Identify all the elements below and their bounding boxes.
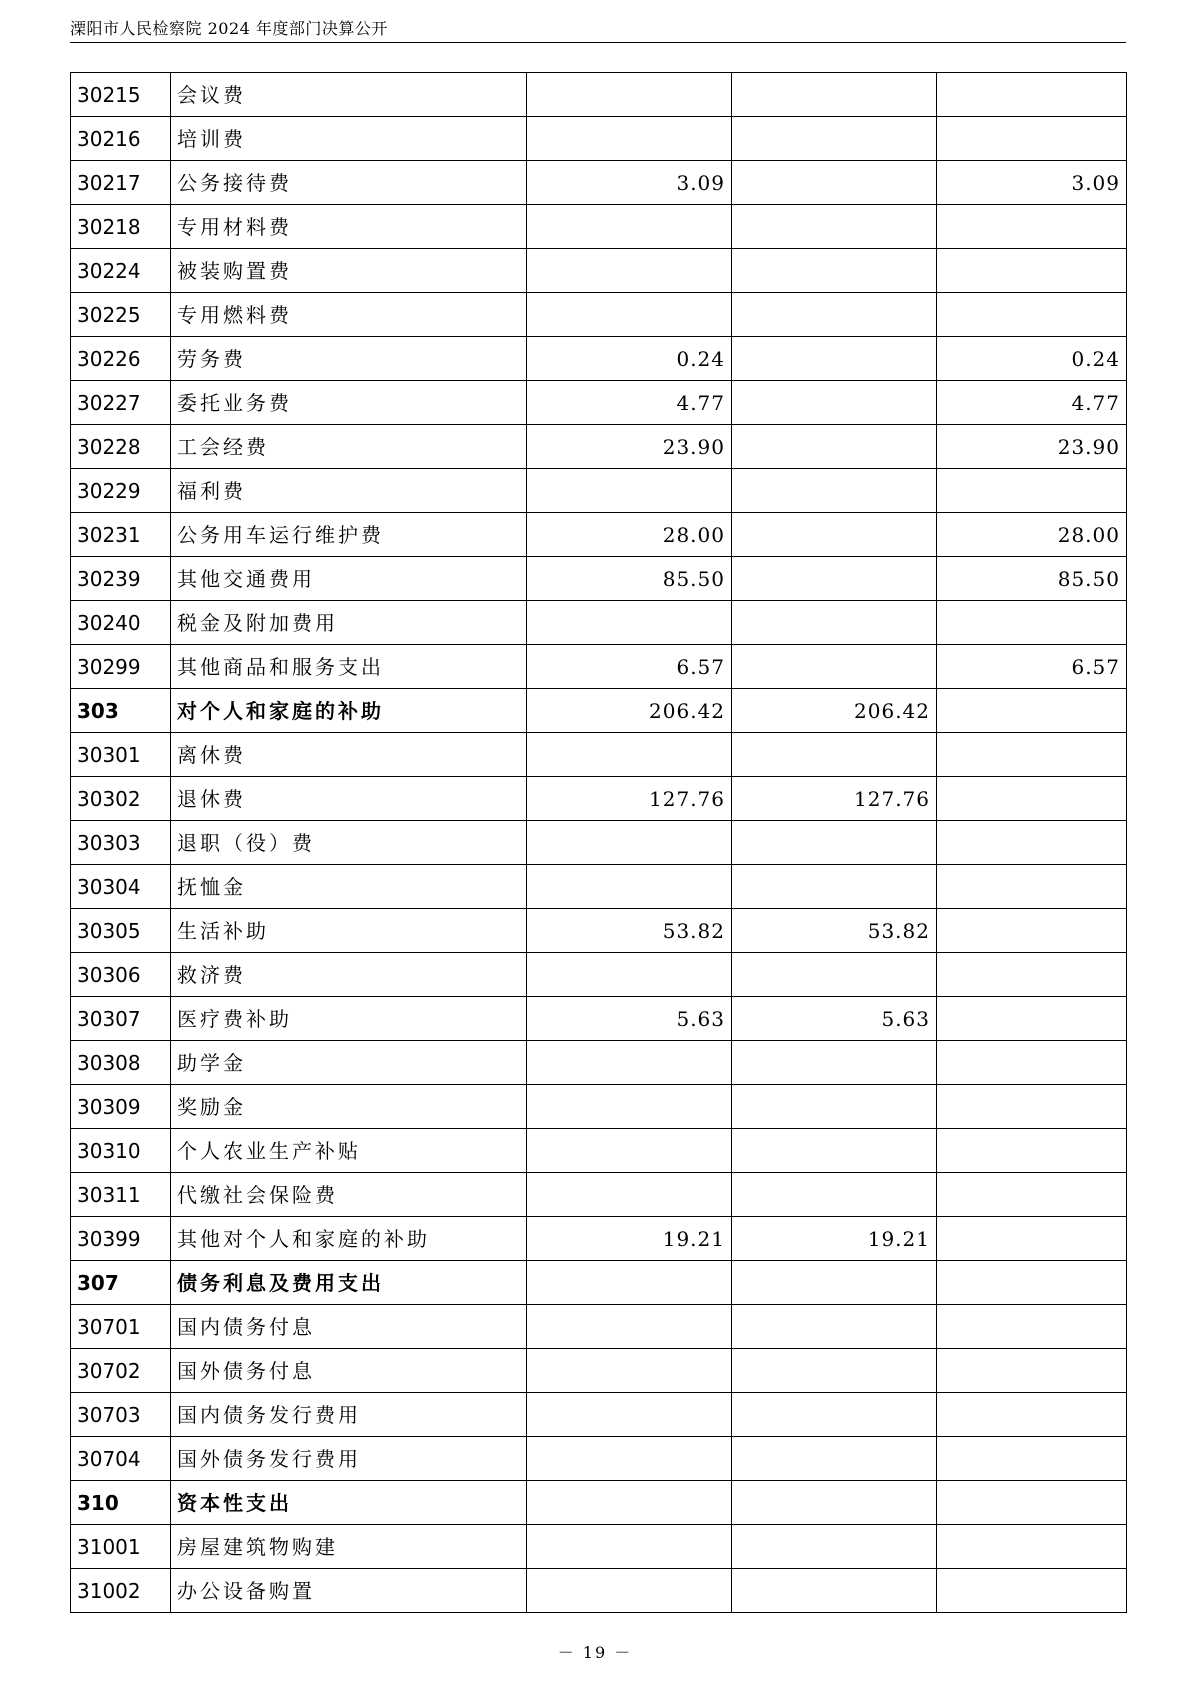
row-value-basic (732, 73, 937, 117)
row-value-basic (732, 1569, 937, 1613)
row-value-project (937, 293, 1127, 337)
row-code: 30299 (71, 645, 171, 689)
row-value-basic (732, 513, 937, 557)
row-value-basic: 19.21 (732, 1217, 937, 1261)
row-value-project: 23.90 (937, 425, 1127, 469)
row-value-basic (732, 293, 937, 337)
row-value-project (937, 73, 1127, 117)
table-row (71, 337, 1127, 381)
row-value-basic (732, 425, 937, 469)
row-value-basic (732, 821, 937, 865)
table-row (71, 821, 1127, 865)
row-value-total: 127.76 (527, 777, 732, 821)
table-row (71, 1393, 1127, 1437)
row-code: 30308 (71, 1041, 171, 1085)
row-value-total (527, 733, 732, 777)
row-value-total (527, 1261, 732, 1305)
row-value-basic (732, 205, 937, 249)
row-value-project (937, 1393, 1127, 1437)
row-value-project (937, 1041, 1127, 1085)
row-value-total (527, 117, 732, 161)
row-value-basic (732, 1305, 937, 1349)
row-value-total: 0.24 (527, 337, 732, 381)
table-row (71, 1261, 1127, 1305)
row-value-basic (732, 117, 937, 161)
row-code: 30302 (71, 777, 171, 821)
row-value-project (937, 1173, 1127, 1217)
row-code: 30304 (71, 865, 171, 909)
row-value-basic (732, 337, 937, 381)
row-item-name: 个人农业生产补贴 (171, 1129, 527, 1173)
row-value-basic (732, 557, 937, 601)
row-code: 30224 (71, 249, 171, 293)
row-value-project (937, 689, 1127, 733)
table-row (71, 1173, 1127, 1217)
row-value-total: 3.09 (527, 161, 732, 205)
row-value-total: 28.00 (527, 513, 732, 557)
row-item-name: 医疗费补助 (171, 997, 527, 1041)
row-item-name: 专用材料费 (171, 205, 527, 249)
row-value-project (937, 1525, 1127, 1569)
row-code: 31002 (71, 1569, 171, 1613)
row-code: 310 (71, 1481, 171, 1525)
table-row (71, 1129, 1127, 1173)
document-title: 溧阳市人民检察院 2024 年度部门决算公开 (70, 19, 388, 38)
row-value-total (527, 1085, 732, 1129)
row-code: 30399 (71, 1217, 171, 1261)
row-value-total: 53.82 (527, 909, 732, 953)
row-value-total: 5.63 (527, 997, 732, 1041)
row-value-total (527, 1173, 732, 1217)
row-code: 30311 (71, 1173, 171, 1217)
row-value-total (527, 1393, 732, 1437)
row-item-name: 其他商品和服务支出 (171, 645, 527, 689)
table-row (71, 601, 1127, 645)
row-value-basic (732, 469, 937, 513)
row-code: 31001 (71, 1525, 171, 1569)
row-value-total (527, 1437, 732, 1481)
row-value-project: 28.00 (937, 513, 1127, 557)
row-value-project (937, 469, 1127, 513)
row-value-project (937, 1437, 1127, 1481)
row-item-name: 办公设备购置 (171, 1569, 527, 1613)
table-row (71, 689, 1127, 733)
row-code: 303 (71, 689, 171, 733)
row-value-total (527, 1129, 732, 1173)
row-code: 30227 (71, 381, 171, 425)
table-row (71, 1041, 1127, 1085)
row-value-basic: 127.76 (732, 777, 937, 821)
row-item-name: 国内债务付息 (171, 1305, 527, 1349)
row-value-total (527, 293, 732, 337)
row-value-basic (732, 1041, 937, 1085)
row-value-project (937, 733, 1127, 777)
row-value-basic (732, 1261, 937, 1305)
row-value-basic (732, 1481, 937, 1525)
row-code: 30228 (71, 425, 171, 469)
table-row (71, 1217, 1127, 1261)
row-code: 30217 (71, 161, 171, 205)
row-item-name: 被装购置费 (171, 249, 527, 293)
row-value-total (527, 1305, 732, 1349)
row-value-project: 85.50 (937, 557, 1127, 601)
table-row (71, 1481, 1127, 1525)
row-value-total: 4.77 (527, 381, 732, 425)
row-value-project (937, 1305, 1127, 1349)
row-code: 30240 (71, 601, 171, 645)
row-value-project (937, 953, 1127, 997)
row-code: 30231 (71, 513, 171, 557)
row-value-basic: 206.42 (732, 689, 937, 733)
row-item-name: 培训费 (171, 117, 527, 161)
row-item-name: 生活补助 (171, 909, 527, 953)
row-value-basic: 5.63 (732, 997, 937, 1041)
row-value-total (527, 821, 732, 865)
row-item-name: 劳务费 (171, 337, 527, 381)
row-item-name: 国外债务发行费用 (171, 1437, 527, 1481)
row-item-name: 专用燃料费 (171, 293, 527, 337)
row-item-name: 助学金 (171, 1041, 527, 1085)
table-row (71, 953, 1127, 997)
table-row (71, 645, 1127, 689)
row-code: 30218 (71, 205, 171, 249)
row-value-project (937, 821, 1127, 865)
row-value-basic (732, 645, 937, 689)
row-item-name: 资本性支出 (171, 1481, 527, 1525)
table-row (71, 777, 1127, 821)
row-item-name: 奖励金 (171, 1085, 527, 1129)
table-row (71, 469, 1127, 513)
table-body (71, 73, 1127, 1613)
row-value-project (937, 1569, 1127, 1613)
row-item-name: 退职（役）费 (171, 821, 527, 865)
row-code: 30704 (71, 1437, 171, 1481)
row-value-basic (732, 1349, 937, 1393)
row-value-basic (732, 381, 937, 425)
row-value-total (527, 205, 732, 249)
row-item-name: 国内债务发行费用 (171, 1393, 527, 1437)
table-row (71, 161, 1127, 205)
table-row (71, 1569, 1127, 1613)
row-value-total (527, 73, 732, 117)
row-code: 30215 (71, 73, 171, 117)
row-value-basic (732, 1437, 937, 1481)
row-value-project (937, 249, 1127, 293)
row-value-total (527, 601, 732, 645)
row-item-name: 公务用车运行维护费 (171, 513, 527, 557)
row-code: 30225 (71, 293, 171, 337)
row-code: 30310 (71, 1129, 171, 1173)
row-value-basic (732, 601, 937, 645)
row-code: 30216 (71, 117, 171, 161)
row-value-project (937, 1481, 1127, 1525)
row-value-basic (732, 1173, 937, 1217)
row-item-name: 对个人和家庭的补助 (171, 689, 527, 733)
row-value-total (527, 953, 732, 997)
table-row (71, 1305, 1127, 1349)
row-value-project (937, 1085, 1127, 1129)
row-value-project: 0.24 (937, 337, 1127, 381)
row-item-name: 税金及附加费用 (171, 601, 527, 645)
row-value-total (527, 1481, 732, 1525)
table-row (71, 1085, 1127, 1129)
table-row (71, 909, 1127, 953)
row-code: 30702 (71, 1349, 171, 1393)
row-value-total: 206.42 (527, 689, 732, 733)
budget-table (70, 72, 1127, 1613)
row-value-total (527, 469, 732, 513)
row-item-name: 国外债务付息 (171, 1349, 527, 1393)
row-value-total (527, 865, 732, 909)
row-value-project (937, 865, 1127, 909)
row-value-project (937, 117, 1127, 161)
row-value-project (937, 1349, 1127, 1393)
row-value-project (937, 1129, 1127, 1173)
table-row (71, 205, 1127, 249)
row-item-name: 救济费 (171, 953, 527, 997)
row-value-total (527, 249, 732, 293)
row-code: 30239 (71, 557, 171, 601)
row-value-basic (732, 1525, 937, 1569)
row-code: 30229 (71, 469, 171, 513)
table-row (71, 293, 1127, 337)
row-item-name: 代缴社会保险费 (171, 1173, 527, 1217)
row-item-name: 抚恤金 (171, 865, 527, 909)
row-item-name: 会议费 (171, 73, 527, 117)
row-value-basic (732, 1129, 937, 1173)
row-value-project: 6.57 (937, 645, 1127, 689)
row-value-basic (732, 1085, 937, 1129)
table-row (71, 997, 1127, 1041)
table-row (71, 557, 1127, 601)
row-value-basic: 53.82 (732, 909, 937, 953)
table-row (71, 73, 1127, 117)
row-code: 30309 (71, 1085, 171, 1129)
row-value-project (937, 205, 1127, 249)
row-value-basic (732, 733, 937, 777)
row-value-project: 4.77 (937, 381, 1127, 425)
row-code: 30226 (71, 337, 171, 381)
row-value-basic (732, 161, 937, 205)
row-value-total: 6.57 (527, 645, 732, 689)
row-item-name: 离休费 (171, 733, 527, 777)
row-value-project: 3.09 (937, 161, 1127, 205)
row-item-name: 其他交通费用 (171, 557, 527, 601)
row-value-total (527, 1041, 732, 1085)
row-value-total: 23.90 (527, 425, 732, 469)
row-value-total: 19.21 (527, 1217, 732, 1261)
page-number: － 19 － (557, 1643, 633, 1662)
row-code: 30305 (71, 909, 171, 953)
row-code: 30307 (71, 997, 171, 1041)
row-value-project (937, 1261, 1127, 1305)
row-value-project (937, 909, 1127, 953)
row-value-basic (732, 953, 937, 997)
row-code: 30303 (71, 821, 171, 865)
table-row (71, 425, 1127, 469)
row-value-total: 85.50 (527, 557, 732, 601)
row-item-name: 工会经费 (171, 425, 527, 469)
row-value-total (527, 1349, 732, 1393)
row-code: 30703 (71, 1393, 171, 1437)
row-item-name: 委托业务费 (171, 381, 527, 425)
row-value-project (937, 777, 1127, 821)
row-value-basic (732, 249, 937, 293)
table-row (71, 1437, 1127, 1481)
table-row (71, 865, 1127, 909)
row-item-name: 房屋建筑物购建 (171, 1525, 527, 1569)
row-code: 30306 (71, 953, 171, 997)
table-row (71, 1525, 1127, 1569)
row-code: 30701 (71, 1305, 171, 1349)
row-value-project (937, 1217, 1127, 1261)
row-code: 30301 (71, 733, 171, 777)
row-item-name: 公务接待费 (171, 161, 527, 205)
table-row (71, 117, 1127, 161)
row-item-name: 其他对个人和家庭的补助 (171, 1217, 527, 1261)
row-code: 307 (71, 1261, 171, 1305)
row-value-project (937, 601, 1127, 645)
page-header (70, 20, 1126, 43)
row-item-name: 债务利息及费用支出 (171, 1261, 527, 1305)
row-value-project (937, 997, 1127, 1041)
row-item-name: 退休费 (171, 777, 527, 821)
row-value-basic (732, 865, 937, 909)
table-row (71, 733, 1127, 777)
table-row (71, 381, 1127, 425)
row-value-total (527, 1525, 732, 1569)
table-row (71, 1349, 1127, 1393)
table-row (71, 249, 1127, 293)
table-row (71, 513, 1127, 557)
row-item-name: 福利费 (171, 469, 527, 513)
row-value-basic (732, 1393, 937, 1437)
row-value-total (527, 1569, 732, 1613)
